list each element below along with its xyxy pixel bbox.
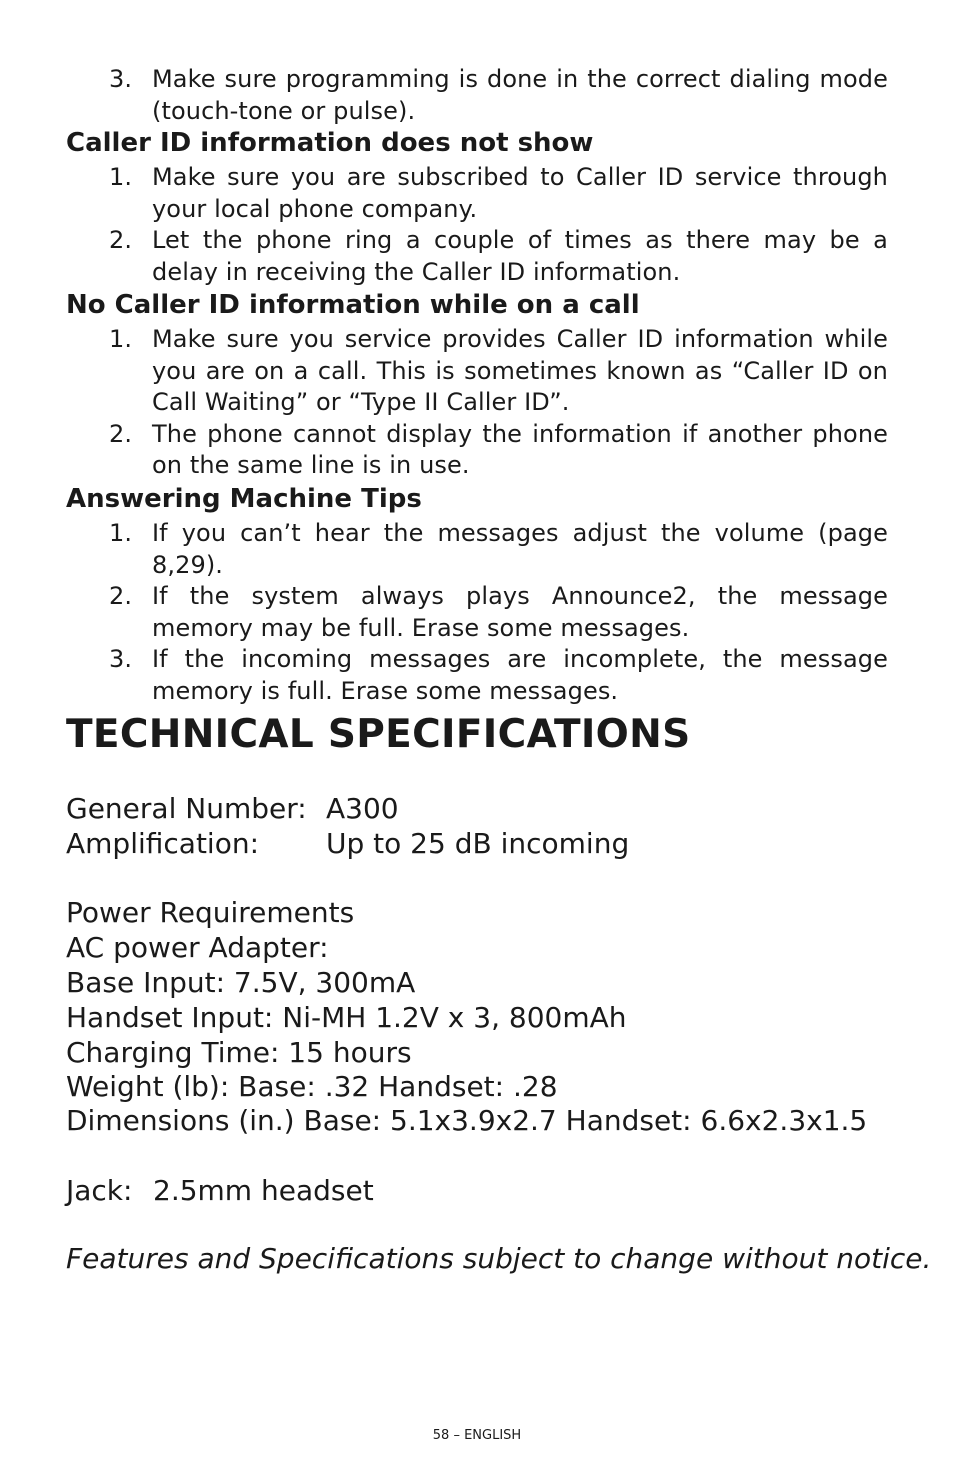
- dimensions-line: Dimensions (in.) Base: 5.1x3.9x2.7 Handset: 6.6x2.3x1.5: [66, 1104, 868, 1137]
- list-item: [66, 324, 888, 419]
- item-number: 1.: [109, 325, 133, 353]
- item-text: If the incoming messages are incomplete, the message memory is full. Erase some messages.: [152, 645, 888, 705]
- charging-time-line: Charging Time: 15 hours: [66, 1036, 412, 1069]
- item-text: Make sure programming is done in the correct dialing mode (touch-tone or pulse).: [152, 65, 888, 125]
- caller-id-heading: Caller ID information does not show: [66, 128, 594, 158]
- list-item: [66, 581, 888, 644]
- item-text: If the system always plays Announce2, the message memory may be full. Erase some messages.: [152, 582, 888, 642]
- spec-label: Jack:: [66, 1174, 133, 1207]
- ac-adapter-line: AC power Adapter:: [66, 931, 329, 964]
- caller-id-list: [66, 162, 888, 288]
- item-number: 2.: [109, 582, 133, 610]
- item-text: If you can’t hear the messages adjust the volume (page 8,29).: [152, 519, 888, 579]
- item-number: 1.: [109, 519, 133, 547]
- item-text: Make sure you are subscribed to Caller ID service through your local phone company.: [152, 163, 888, 223]
- item-text: Make sure you service provides Caller ID information while you are on a call. This is sometimes known as “Caller ID on Call Waiting” or “Type II Caller ID”.: [152, 325, 888, 416]
- tech-specs-title: TECHNICAL SPECIFICATIONS: [66, 712, 691, 757]
- list-item: [66, 518, 888, 581]
- item-text: The phone cannot display the information if another phone on the same line is in use.: [152, 419, 888, 479]
- list-item: [66, 644, 888, 707]
- item-number: 2.: [109, 419, 133, 448]
- handset-input-line: Handset Input: Ni-MH 1.2V x 3, 800mAh: [66, 1001, 627, 1034]
- item-number: 1.: [109, 163, 133, 191]
- spec-label: Amplification:: [66, 827, 260, 860]
- list-item: [66, 419, 888, 482]
- power-requirements-heading: Power Requirements: [66, 896, 355, 929]
- item-number: 2.: [109, 226, 133, 254]
- answering-tips-list: [66, 518, 888, 707]
- general-number-row: [66, 792, 399, 825]
- spec-value: A300: [326, 792, 399, 825]
- specs-notice: Features and Specifications subject to change without notice.: [66, 1242, 932, 1275]
- jack-row: [66, 1174, 374, 1207]
- no-caller-id-heading: No Caller ID information while on a call: [66, 290, 640, 320]
- list-item: [66, 162, 888, 225]
- no-caller-id-list: [66, 324, 888, 482]
- spec-value: Up to 25 dB incoming: [326, 827, 630, 860]
- list-item: [66, 64, 888, 127]
- page-footer: 58 – ENGLISH: [432, 1428, 522, 1443]
- answering-tips-heading: Answering Machine Tips: [66, 484, 422, 514]
- base-input-line: Base Input: 7.5V, 300mA: [66, 966, 416, 999]
- spec-label: General Number:: [66, 792, 307, 825]
- item-text: Let the phone ring a couple of times as there may be a delay in receiving the Caller ID information.: [152, 226, 888, 286]
- spec-value: 2.5mm headset: [153, 1174, 374, 1207]
- item-number: 3.: [109, 645, 133, 673]
- weight-line: Weight (lb): Base: .32 Handset: .28: [66, 1070, 558, 1103]
- dialing-mode-list: [66, 64, 888, 127]
- list-item: [66, 225, 888, 288]
- amplification-row: [66, 827, 630, 860]
- item-number: 3.: [109, 65, 133, 93]
